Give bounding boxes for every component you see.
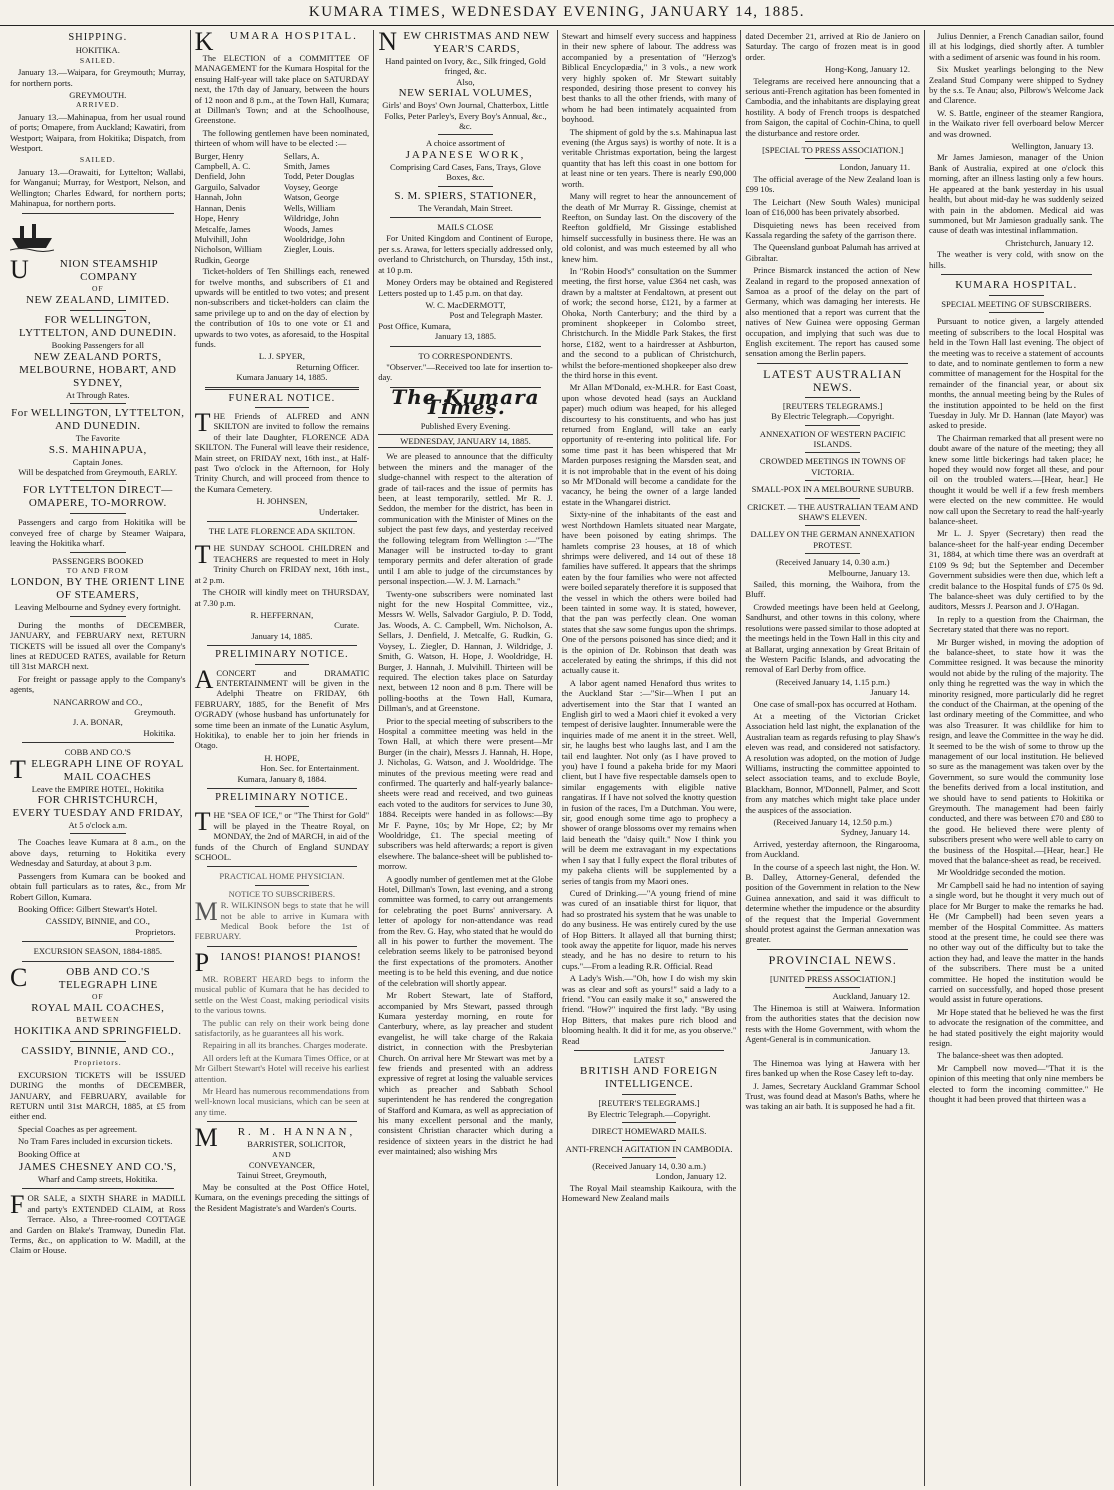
divider [70,1041,126,1042]
for-wellington: For WELLINGTON, LYTTELTON, AND DUNEDIN. [11,407,185,433]
advert-paragraph: Cured of Drinking.—"A young friend of mine was cured of an insatiable thirst for liquor, that had so prostrated his system that he was unable to do any business. He was entirely cured by the use of Hop Bitters. It allayed all that burning thirst; took away the appetite for liquor, made his nerves steady, and he has no desire to return to his cups."—From a leading R.R. Official. Read [561,887,737,971]
report-paragraph: Mr Campbell now moved—"That it is the opinion of this meeting that only nine members be elected to form the incoming committee." He thought it had been proved that thirteen was a [928,1062,1104,1104]
chesney-name: JAMES CHESNEY AND CO.'S, [19,1161,177,1173]
for-christchurch: FOR CHRISTCHURCH, [37,794,158,807]
coach-text: Passengers from Kumara can be booked and obtain full particulars as to rates, &c., from Mr Robert Gillon, Kumara. [10,870,186,902]
divider [255,539,310,540]
british-heading: BRITISH AND FOREIGN [579,1065,719,1078]
nominee-name: Burger, Henry [194,150,244,161]
nominee-column-left [195,151,280,265]
of-label: OF [91,991,104,1001]
royal-mail: ROYAL MAIL COACHES, [31,1001,165,1014]
agent-location: Greymouth. [134,707,176,718]
divider [805,498,860,499]
shipping-heading: SHIPPING. [68,32,128,43]
divider [805,141,860,142]
report-paragraph: Mr L. J. Spyer (Secretary) then read the balance-sheet for the half-year ending December 31, 1884, at which time there was an overdraft at £109 9s 9d; but the September and December Government subsidies were then due, which left a credit balance to the Hospital funds of £75 0s 9d. The balance-sheet was duly certified to by the auditors, Messrs J. Pearson and J. O'Hagan. [928,528,1104,612]
divider [805,987,860,988]
news-headline: DALLEY ON THE GERMAN ANNEXATION PROTEST. [750,529,915,550]
nominee-name: Denfield, John [194,171,246,182]
divider [22,961,174,962]
news-paragraph: The shipment of gold by the s.s. Mahinapua last evening (the Argus says) is worthy of note. It is a veritable Christmas exportation, being the largest quantity that has left this coast in one bottom for at least nine or ten years. There is nearly £90,000 worth. [561,126,737,189]
funeral-text: HE Friends of ALFRED and ANN SKILTON are invited to follow the remains of their late Daughter, FLORENCE ADA SKILTON. The Funeral will leave their residence, Main street, on FRIDAY next, 16th inst., at Half-past Two o'clock in the Afternoon, for Holy Trinity Church, and will proceed from thence to the Kumara Cemetery. [194,411,370,494]
curate-title: Curate. [334,620,360,631]
divider [207,1121,358,1122]
union-routes: FOR WELLINGTON, LYTTELTON, AND DUNEDIN. [18,314,177,340]
divider [205,387,360,390]
telegraph-line: ELEGRAPH LINE OF ROYAL MAIL COACHES [31,757,184,783]
japanese-text: Comprising Card Cases, Fans, Trays, Glove Boxes, &c. [390,161,541,183]
secretary-title: Hon. Sec. for Entertainment. [260,763,360,774]
received-line: (Received January 14, 0.30 a.m.) [775,557,890,568]
editorial-paragraph: Prior to the special meeting of subscribers to the Hospital a committee meeting was held in the Town Hall, at which there were present—Mr Burger (in the chair), Messrs J. Hannah, H. Hope, J. Nicholas, G. Watson, and J. Wooldridge. The minutes of the previous meeting were read and confirmed. The quarterly and half-yearly balance-sheets were read and received, and two guineas each voted to the auditors for services to June 30, 1884. Receipts were handed in as follows:—By Mr F. Payne, 10s; by Mr Hope, £2; by Mr Wooldridge, £1. The special meeting of subscribers was held afterwards; a report is given elsewhere. The balance-sheet will be published to-morrow. [378,715,553,872]
nominee-name: Wells, William [283,202,336,213]
dateline: January 13. [870,1046,910,1057]
shipping-text: January 13.—Mahinapua, from her usual round of ports; Omapere, from Auckland; Kawatiri, from Westport; Waipara, from Hokitika; Dispatch, from Westport. [10,111,186,154]
union-title: NION STEAMSHIP COMPANY [59,257,159,283]
nominee-name: Campbell, A. C. [194,161,251,172]
news-paragraph: A labor agent named Henaford thus writes to the Auckland Star :—"Sir—When I put an advertisement into the Star that I wanted an English girl to wed a Maori chief it evoked a very tempest of derisive laughter. Innumerable were the inquiries made of me anent it in the street. Well, sir, he laughs best who laughs last, and I am the tail end laughter. Not only (as I have proved to you) have I found a pakeha bride for my Maori client, but I have five respectable damsels open to similar engagements with eligible native rangatiras. If I have not solved the knotty question in fusion of the races, I'm a Dutchman. You were, sir, good enough some time ago to prophecy a shower of orange blossoms over my remains when laid beneath the "daisy quilt." Now I think you will be deem me extravagant in my expectations when I say that I fully expect the floral tributes of my pakeha clients will be supplemented by a series of tangis from my Maori ones. [561,677,737,886]
nominee-name: Smith, James [283,161,330,172]
editorial-paragraph: We are pleased to announce that the difficulty between the miners and the manager of the sludge-channel with respect to the alteration of grade of tail-races and the issue of permits has been, at least temporarily, settled. Mr R. J. Seddon, the member for the district, has been in communication with the Minister of Mines on the subject the past few days, and yesterday received the following telegram from Wellington :—"The Manager will be instructed to-day to grant temporary permits and defer alteration of grade until I am able to judge of the circumstances by personal inspection.—W. J. M. Larnach." [378,451,553,587]
reuters-label: [REUTERS TELEGRAMS.] [782,400,883,411]
editorial-paragraph: A goodly number of gentlemen met at the Globe Hotel, Dillman's Town, last evening, and a strong committee was formed, to carry out arrangements for celebrating the poet Burns' anniversary. A letter of apology for non-attendance was read from the Rev. G. Hay, who stated that he would do all in his power to further the movement. The celebration seems likely to be patronised beyond the first expectations of the promoters. Another meeting is to be held this evening, and due notice of the celebration will shortly appear. [378,873,553,988]
hannan-heading: R. M. HANNAN, [237,1126,356,1139]
return-tickets: During the months of DECEMBER, JANUARY, and FEBRUARY next, RETURN TICKETS will be issued all over the Company's lines at REDUCED RATES, available for Return till 31st MARCH next. [10,619,186,672]
divider [70,552,126,553]
nominee-name: Todd, Peter Douglas [283,171,355,182]
news-headline: CRICKET. — THE AUSTRALIAN TEAM AND SHAW'S ELEVEN. [747,501,919,523]
drop-cap: K [194,30,216,56]
also-label: Also, [456,76,475,87]
heard-text: MR. ROBERT HEARD begs to inform the musical public of Kumara that he has decided to settle on the West Coast, making periodical visits to the various towns. [194,973,370,1016]
divider [22,213,174,214]
masthead: KUMARA TIMES, WEDNESDAY EVENING, JANUARY 14, 1885. [0,0,1114,26]
divider [805,397,860,398]
nominee-name: Ziegler, Louis. [283,244,335,255]
divider [757,363,908,364]
union-subtitle: NEW ZEALAND, LIMITED. [26,294,170,307]
advert-paragraph: A Lady's Wish.—"Oh, how I do wish my skin was as clear and soft as yours!" said a lady to a friend. "You can easily make it so," answered the friend. "How?" inquired the first lady. "By using Hop Bitters, that makes pure rich blood and blooming health. It did it for me, as you observe." Read [561,973,737,1046]
received-line: (Received January 14, 1.15 p.m.) [775,676,890,687]
news-paragraph: In the course of a speech last night, the Hon. W. B. Dalley, Attorney-General, defended the position of the Government in relation to the New Guinea annexation, and said it was difficult to determine whether the impudence or the absurdity of the request that the Imperial Government should protest against the German annexation was greater. [745,861,920,945]
news-paragraph: Mr Allan M'Donald, ex-M.H.R. for East Coast, upon whose devoted head (says an Auckland paper) much odium was heaped, for his alleged discourtesy to his constituents, and who has just returned from England, will take an early opportunity of re-entering into political life. For some time past it has been whispered that Mr Marden purposes resigning the Marsden seat, and it is not improbable that in the event of his doing so Mr M'Donald will become a candidate for the vacancy, he being the owner of a large landed estate in the Whangarei district. [561,382,737,507]
physician-heading: PRACTICAL HOME PHYSICIAN. [219,871,345,882]
drop-cap: M [194,1123,221,1153]
departure-time: At 5 o'clock a.m. [68,820,128,831]
postmaster-name: W. C. MacDERMOTT, [425,299,506,310]
divider [438,186,493,187]
secretary-name: H. HOPE, [264,752,300,763]
drop-cap: T [194,408,211,437]
drop-cap: T [194,807,211,837]
column-1 [6,30,190,1486]
drop-cap: C [10,962,28,992]
post-date: January 13, 1885. [434,331,497,342]
excursion-text: EXCURSION TICKETS will be ISSUED DURING the months of DECEMBER, JANUARY, and FEBRUARY, available for RETURN until 31st MARCH, 1885, at £5 from either end. [10,1069,186,1122]
hannan-text: May be consulted at the Post Office Hotel, Kumara, on the evenings preceding the sittings of the Resident Magistrate's and Warden's Courts. [194,1181,370,1213]
nominee-name: Garguilo, Salvador [194,181,260,192]
news-paragraph: Many will regret to hear the announcement of the death of Mr Murray R. Gissinge, chemist at Reefton, on Sunday last. On the discovery of the Reefton goldfield, Mr Gissinge established himself successfully in business there. He was an old colonist, and was much esteemed by all who knew him. [561,191,737,264]
report-paragraph: Pursuant to notice given, a largely attended meeting of subscribers to the local Hospital was held in the Town Hall last evening. The object of the meeting was to receive a statement of accounts to date, and to nominate gentlemen to form a new committee of management for the Hospital for the remainder of the financial year, or about six months, the annual meeting being by the Rules of the institution appointed to be held on the first Tuesday in July. Mr D. Hannan (late Mayor) was asked to preside. [928,316,1104,431]
newspaper-columns [6,30,1108,1486]
cambodia-heading: ANTI-FRENCH AGITATION IN CAMBODIA. [565,1143,733,1154]
news-paragraph: The Royal Mail steamship Kaikoura, with the Homeward New Zealand mails [561,1182,737,1204]
nominee-name: Rudkin, George [194,254,250,265]
japanese-heading: JAPANESE WORK, [405,148,526,161]
column-5 [740,30,924,1486]
christmas-heading: EW CHRISTMAS AND NEW YEAR'S CARDS, [403,30,550,55]
cards-text: Hand painted on Ivory, &c., Silk fringed, Gold fringed, &c. [385,56,546,77]
telegraph-copyright: By Electric Telegraph.—Copyright. [587,1108,711,1119]
divider [255,806,310,807]
heard-text: Repairing in all its branches. Charges moderate. [202,1040,368,1051]
divider [70,616,126,617]
nominee-name: Sellars, A. [283,150,320,161]
for-sale-text: OR SALE, a SIXTH SHARE in MADILL and party's EXTENDED CLAIM, at Ross Terrace. Also, a Three-roomed COTTAGE and Garden on Blake's Tramway, Dunedin Flat. Terms, &c., on application to W. Madill, at the Claim or House. [10,1193,186,1256]
news-paragraph: Julius Dennier, a French Canadian sailor, found ill at his lodgings, died shortly after. A tumbler with a sediment of arsenic was found in his room. [928,31,1104,62]
nz-ports: NEW ZEALAND PORTS, MELBOURNE, HOBART, AND SYDNEY, [19,350,177,389]
report-paragraph: Mr Campbell said he had no intention of saying a single word, but he thought it very much out of place for Mr Burger to make the remarks he had. He (Mr Campbell) had been seven years a member of the Hospital Committee. As matters stood at the present time, he could see there was no other way out of the difficulty but to take the action they had, and leave the matter in the hands of the subscribers. There must be a united committee. He hoped the institution would be carried on successfully, and hoped those present would assist in future operations. [928,879,1104,1005]
correspondents-text: "Observer."—Received too late for insertion to-day. [378,361,553,383]
captain: Captain Jones. [72,456,123,467]
hospital-report-heading: KUMARA HOSPITAL. [955,278,1078,291]
lyttelton-direct: FOR LYTTELTON DIRECT—OMAPERE, TO-MORROW. [22,484,173,510]
report-paragraph: Mr Hope stated that he believed he was the first to advocate the resignation of the committee, and he had stated positively the eight majority would resign. [928,1006,1104,1048]
dateline: Melbourne, January 13. [828,567,910,578]
postmaster-title: Post and Telegraph Master. [449,310,543,321]
mails-text: For United Kingdom and Continent of Europe, per s.s. Arawa, for letters specially addressed only, overland to Christchurch, on Thursday, 15th inst., at 10 p.m. [378,233,553,275]
special-meeting-heading: SPECIAL MEETING OF SUBSCRIBERS. [941,298,1092,309]
passengers-booked: PASSENGERS BOOKED [52,555,144,566]
drop-cap: P [194,947,210,977]
curate-name: R. HEFFERNAN, [250,609,314,620]
divider [255,885,310,886]
divider [622,1140,677,1141]
agent-name: NANCARROW and CO., [53,696,143,707]
report-paragraph: The Chairman remarked that all present were no doubt aware of the nature of the meeting; they all knew some little bickerings had taken place; he hoped they would now forget all these, and pour oil on the troubled waters.—[Hear, hear.] He thought it would be well if a few fresh members were elected on the new committee. He would now call upon the Secretary to read the half-yearly balance-sheet. [928,432,1104,527]
intelligence-heading: INTELLIGENCE. [605,1078,694,1091]
press-association-label: [UNITED PRESS ASSOCIATION.] [770,973,896,984]
choir-text: The CHOIR will kindly meet on THURSDAY, at 7.30 p.m. [194,587,370,608]
cobb-heading: COBB AND CO.'S [64,747,131,758]
dateline: Auckland, January 12. [832,991,910,1002]
serial-text: Girls' and Boys' Own Journal, Chatterbox, Little Folks, Peter Parley's, Every Boy's Annual, &c., &c. [382,100,549,132]
coach-text: The Coaches leave Kumara at 8 a.m., on the above days, returning to Hokitika every Wednesday and Saturday, at about 3 p.m. [10,837,186,869]
cassidy-name: CASSIDY, BINNIE, and CO., [45,916,150,927]
received-line: (Received January 14, 12.50 p.m.) [773,817,892,827]
news-paragraph: The Hinemoa is still at Waiwera. Information from the authorities states that the decision now rests with the Home Government, with whom the Agent-General is in communication. [745,1002,920,1044]
divider [805,425,860,426]
steamship-icon [10,222,54,252]
report-paragraph: In reply to a question from the Chairman, the Secretary stated that there was no report. [928,613,1104,635]
correspondents-heading: TO CORRESPONDENTS. [418,350,513,361]
late-florence-heading: THE LATE FLORENCE ADA SKILTON. [208,526,356,537]
divider [438,134,493,135]
news-paragraph: Disquieting news has been received from Kassala regarding the safety of the garrison there. [745,219,920,240]
coach-text: Booking Office: Gilbert Stewart's Hotel. [18,903,158,914]
nominee-name: Wooldridge, John [283,233,345,244]
through-rates: At Through Rates. [66,389,130,400]
divider [255,407,310,408]
dateline: Christchurch, January 12. [1005,237,1094,248]
spiers-name: S. M. SPIERS, STATIONER, [394,189,537,202]
divider [390,217,541,218]
ship-name: S.S. MAHINAPUA, [48,443,147,456]
dateline: London, January 12. [655,1171,727,1182]
divider [207,788,358,789]
divider [207,645,358,646]
news-paragraph: One case of small-pox has occurred at Hotham. [753,698,917,709]
nominee-name: Voysey, George [283,181,338,192]
divider [574,1050,725,1051]
divider [989,312,1044,313]
hokitika-springfield: HOKITIKA AND SPRINGFIELD. [14,1025,182,1038]
drop-cap: U [10,254,30,284]
divider [805,553,860,554]
undertaker-title: Undertaker. [318,506,360,517]
choice-text: A choice assortment of [425,138,505,149]
cobb-line: OBB AND CO.'S TELEGRAPH LINE [58,965,158,991]
notice-date: Kumara, January 8, 1884. [237,773,327,784]
nominee-name: Mulvihill, John [194,233,248,244]
notice-date: Kumara January 14, 1885. [236,372,328,383]
divider [22,941,174,942]
news-paragraph: W. S. Battle, engineer of the steamer Rangiora, in the Waikato river fell overboard below Mercer and was drowned. [928,107,1104,139]
sea-of-ice-text: HE "SEA OF ICE," or "The Thirst for Gold" will be played in the Theatre Royal, on MONDAY, the 2nd of MARCH, in aid of the funds of the Church of England SUNDAY SCHOOL. [194,810,370,863]
every-tue-fri: EVERY TUESDAY AND FRIDAY, [12,807,184,820]
divider [805,452,860,453]
heard-text: The public can rely on their work being done satisfactorily, as he guarantees all his work. [194,1017,370,1038]
favorite: The Favorite [75,433,120,444]
nominee-name: Woods, James [283,223,333,234]
proprietors: Proprietors. [73,1058,122,1068]
ticket-holders-text: Ticket-holders of Ten Shillings each, renewed for twelve months, and subscribers of £1 and upwards will be entitled to two votes; and present non-subscribers and ticket-holders can claim the same privilege up to and on the day of election by the contribution of 10s to one vote or £1 and upwards to two votes, as aforesaid, to the Hospital funds. [194,266,370,349]
pianos-heading: IANOS! PIANOS! PIANOS! [220,950,362,963]
mails-text: Money Orders may be obtained and Registered Letters posted up to 1.45 p.m. on that day. [378,277,553,298]
divider [70,833,126,834]
news-paragraph: dated December 21, arrived at Rio de Janiero on Saturday. The cargo of frozen meat is in good order. [745,31,920,62]
passenger-notice: Passengers and cargo from Hokitika will be conveyed free of charge by Steamer Waipara, leaving the Hokitika wharf. [10,517,186,549]
divider [255,664,310,665]
arrived-label: ARRIVED. [75,100,120,110]
news-paragraph: The weather is very cold, with snow on the hills. [928,249,1104,270]
post-office: Post Office, Kumara, [378,320,452,331]
leave-empire: Leave the EMPIRE HOTEL, Hokitika [31,783,164,794]
drop-cap: M [194,897,218,927]
sunday-school-text: HE SUNDAY SCHOOL CHILDREN and TEACHERS are requested to meet in Holy Trinity Church on FRIDAY next, 16th inst., at 2 p.m. [194,543,370,585]
divider [622,1094,677,1095]
press-association-label: [SPECIAL TO PRESS ASSOCIATION.] [762,145,904,156]
divider [70,310,126,311]
nominee-name: Metcalfe, James [194,223,251,234]
and-label: AND [272,1149,292,1159]
divider [70,480,126,481]
news-paragraph: The Leichart (New South Wales) municipal loan of £16,000 has been privately absorbed. [745,196,920,218]
agent-name: J. A. BONAR, [72,717,123,728]
booking-text: Booking Passengers for all [51,340,144,351]
received-line: (Received January 14, 0.30 a.m.) [592,1161,706,1172]
heard-text: Mr Heard has numerous recommendations from well-known local musicians, which can be seen at any time. [194,1085,370,1117]
divider [805,158,860,159]
officer-title: Returning Officer. [296,361,360,372]
proprietors: Proprietors. [135,926,176,937]
nominee-name: Hannah, John [194,192,242,203]
union-of: OF [91,283,104,293]
london-orient: LONDON, BY THE ORIENT LINE OF STEAMERS, [10,576,185,602]
news-paragraph: Sailed, this morning, the Waihora, from the Bluff. [745,579,920,600]
wilkinson-text: R. WILKINSON begs to state that he will not be able to arrive in Kumara with Medical Book before the 1st of FEBRUARY. [194,900,370,942]
notice-date: January 14, 1885. [251,630,313,641]
concert-text: CONCERT and DRAMATIC ENTERTAINMENT will be given in the Adelphi Theatre on FRIDAY, 6th FEBRUARY, 1885, for the Benefit of Mrs O'GRADY (whose husband has unfortunately for some time been an inmate of the Lunatic Asylum, Hokitika), to enable her to join her friends in Otago. [194,667,370,751]
editorial-date: WEDNESDAY, JANUARY 14, 1885. [378,434,553,448]
nominee-name: Hope, Henry [194,213,239,224]
divider [989,295,1044,296]
excursion-text: Special Coaches as per agreement. [18,1123,138,1134]
news-paragraph: Mr James Jamieson, manager of the Union Bank of Australia, expired at one o'clock this morning, after an illness lasting only a few hours. He appeared at the bank yesterday in his usual health, but about mid-day he was suddenly seized with pain in the abdomen. Medical aid was summoned, but Mr Jamieson gradually sank. The cause of death was intestinal inflammation. [928,152,1104,236]
excursion-text: Booking Office at [18,1148,80,1159]
dateline: Sydney, January 14. [840,827,910,838]
news-paragraph: Telegrams are received here announcing that a serious anti-French agitation has been fomented in Cambodia, and the inhabitants are displaying great hostility. A body of French troops is despatched from Saigon, the capital of Cochin-China, to quell the disturbance and restore order. [745,75,920,138]
news-paragraph: The Hinemoa was lying at Hawera with her fires banked up when the Rose Casey left to-day. [745,1057,920,1079]
provincial-heading: PROVINCIAL NEWS. [768,952,897,967]
news-paragraph: J. James, Secretary Auckland Grammar School Trust, was found dead at Mason's Baths, where he was taking an air bath. It is supposed he had a fit. [745,1080,920,1112]
divider [207,946,358,947]
mails-heading: MAILS CLOSE [437,222,494,233]
report-paragraph: Mr Wooldridge seconded the motion. [936,867,1066,878]
subscribers-heading: NOTICE TO SUBSCRIBERS. [228,888,336,899]
undertaker-name: H. JOHNSEN, [256,496,308,507]
news-paragraph: In "Robin Hood's" consultation on the Summer meeting, the first horse, value £364 net cash, was drawn by a maltster at Fendaltown, at present out of work; the second horse, £121, by a farmer at Ohoka, North Canterbury; and the third by a prominent shopkeeper in Colombo street, Christchurch. In the Middle Park Stakes, the first horse, £182, went to a hairdresser at Ashburton, and the second to a publican of Christchurch, whilst the before-mentioned shopkeeper also drew the third horse in this event. [561,265,737,380]
divider [622,1157,677,1158]
sailed-label: SAILED. [79,55,116,65]
conveyancer-title: CONVEYANCER, [248,1159,315,1170]
serial-heading: NEW SERIAL VOLUMES, [398,87,533,100]
fortnight-text: Leaving Melbourne and Sydney every fortnight. [14,602,181,613]
news-paragraph: Crowded meetings have been held at Geelong, Sandhurst, and other towns in this colony, where resolutions were passed similar to those adopted at the meetings held in the Town Hall in this city and at Ballarat, urging annexation by Great Britain of the Western Pacific Islands, and advocating the removal of Earl Derby from office. [745,601,920,675]
preliminary-heading: PRELIMINARY NOTICE. [215,649,349,661]
divider [70,403,126,404]
news-headline: ANNEXATION OF WESTERN PACIFIC ISLANDS. [759,428,906,449]
australian-heading: LATEST AUSTRALIAN [763,366,903,381]
column-3 [373,30,557,1486]
greymouth-heading: GREYMOUTH. [69,90,127,101]
nominee-column-right [284,151,369,265]
news-paragraph: Stewart and himself every success and happiness in their new sphere of labour. The address was accompanied by a presentation of "Herzog's Biblical Encyclopædia," in 3 vols., a new work very highly spoken of. Mr Stewart suitably responded, desiring those present to convey his best thanks to all the other friends, with many of whom he had been intimately acquainted from boyhood. [561,31,737,125]
despatch-text: Will be despatched from Greymouth, EARLY. [18,466,178,477]
news-paragraph: At a meeting of the Victorian Cricket Association held last night, the explanation of the Australian team as regards refusing to play Shaw's eleven was read, and considered not satisfactory. A resolution was adopted, on the motion of Judge Williams, instructing the committee appointed to select association teams, and to exclude Boyle, Blackham, Bonnor, M'Donnell, Palmer, and Scott from any matches which might take place under the auspices of the association. [745,710,920,815]
divider [941,274,1092,275]
drop-cap: N [378,30,398,56]
sailed-label: SAILED. [79,155,116,165]
news-paragraph: The Queensland gunboat Palumah has arrived at Gibraltar. [745,242,920,263]
dateline: London, January 11. [839,162,910,173]
agent-location: Hokitika. [143,727,176,738]
funeral-heading: FUNERAL NOTICE. [228,392,336,404]
dateline: Hong-Kong, January 12. [825,64,910,75]
paper-title: The Kumara Times. [391,384,540,420]
latest-label: LATEST [633,1055,665,1065]
drop-cap: T [194,540,211,570]
divider [805,480,860,481]
between-label: BETWEEN [76,1014,120,1024]
report-paragraph: The balance-sheet was then adopted. [936,1050,1064,1061]
news-paragraph: Sixty-nine of the inhabitants of the east and west Northdown Hamlets situated near Margate, have been poisoned by eating shrimps. The hamlets comprise 23 houses, at 18 of which shrimps were delivered, and 14 out of these 18 families have suffered. It appears that the shrimps eaten by the four families who were not affected were boiled separately therefore it is supposed that the vessel in which the others were boiled had been tainted in some way. It is stated, however, that the pan was perfectly clean. One woman states that she saw some fungus upon the shrimps. One of the persons poisoned has since died; and it is the opinion of Dr. Robinson that death was accelerated by eating the shrimps, if this did not actually cause it. [561,509,737,676]
drop-cap: F [10,1190,25,1220]
divider [805,525,860,526]
hokitika-heading: HOKITIKA. [75,45,120,56]
shipping-text: January 13.—Orawaiti, for Lyttelton; Wallabi, for Wanganui; Murray, for Westport, Nelson, and Wellington; Charles Edward, for northern ports; Mahinapua, for northern ports. [10,166,186,209]
divider [207,866,358,867]
barrister-title: BARRISTER, SOLICITOR, [247,1139,346,1150]
drop-cap: A [194,664,214,694]
divider [805,970,860,971]
nominees-intro: The following gentlemen have been nominated, thirteen of whom will have to be elected :— [194,127,370,149]
telegraph-copyright: By Electric Telegraph.—Copyright. [771,411,895,422]
officer-name: L. J. SPYER, [258,351,305,362]
divider [622,1122,677,1123]
divider [22,1188,174,1189]
divider [390,346,541,347]
spiers-address: The Verandah, Main Street. [418,202,513,213]
cassidy-name: CASSIDY, BINNIE, AND CO., [21,1045,175,1058]
hannan-address: Tainui Street, Greymouth, [237,1170,327,1181]
column-2 [190,30,374,1486]
nominee-list [195,151,370,265]
editorial-paragraph: Mr Robert Stewart, late of Stafford, accompanied by Mrs Stewart, passed through Kumara yesterday morning, en route for Canterbury, where, as lay preacher and student evangelist, he will take charge of the Rakaia district, in connection with the Presbyterian Church. On arrival here Mr Stewart was met by a few friends and presented with an address expressive of regret at losing the valuable services which as preacher and Sabbath School superintendent he has rendered the congregation of Stafford and Kumara, as well as appreciation of his many excellent personal and the manly, consistent Christian character which during a residence of sixteen years in the district he had ever maintained; also wishing Mrs [378,990,553,1157]
nominee-name: Wildridge, John [283,213,339,224]
news-paragraph: Six Musket yearlings belonging to the New Zealand Stud Company were shipped to Sydney by the s.s. Te Anau; also, Pilbrow's Welcome Jack and Clarence. [928,64,1104,106]
excursion-season: EXCURSION SEASON, 1884-1885. [33,946,163,957]
reuters-label: [REUTER'S TELEGRAMS.] [598,1098,700,1109]
dateline: January 14. [870,687,910,698]
news-paragraph: Arrived, yesterday afternoon, the Ringarooma, from Auckland. [745,838,920,860]
published-line: Published Every Evening. [420,420,511,431]
chesney-address: Wharf and Camp streets, Hokitika. [37,1174,158,1184]
excursion-text: No Tram Fares included in excursion tickets. [18,1136,173,1147]
to-and-from: TO AND FROM [66,565,129,575]
column-4 [557,30,741,1486]
nominee-name: Hannan, Denis [194,202,246,213]
nominee-name: Nicholson, William [194,244,262,255]
report-paragraph: Mr Burger wished, in moving the adoption of the balance-sheet, to state how it was the Committee resigned. It was because the minority would not abide by the ruling of the majority. The only thing he regretted was the way in which the minority resigned, more particularly did he regret the conduct of the Chairman, at the opening of the last ordinary meeting of the Committee, and who was also Treasurer. It was childlike for him to resign, and leave the Committee in the way he did. It seemed to be the wish of some to throw up the management of our local institution. He believed so sure as the management was taken over by the Government, so sure would the community lose the benefits derived from a local institution, and we should have to send patients to Hokitika or Greymouth. The management had been fairly conducted, and there was between £70 and £80 to the good. He believed there were plenty of subscribers present who were well able to carry on the business of the Hospital.—[Hear, hear.] He moved that the balance-sheet as read, be received. [928,636,1104,866]
preliminary-heading: PRELIMINARY NOTICE. [215,792,349,803]
dateline: Wellington, January 13. [1011,141,1094,152]
shipping-text: January 13.—Waipara, for Greymouth; Murray, for northern ports. [10,67,186,88]
news-headline: CROWDED MEETINGS IN TOWNS OF VICTORIA. [759,456,906,477]
heard-text: All orders left at the Kumara Times Office, or at Mr Gilbert Stewart's Hotel will receive his earliest attention. [194,1052,370,1084]
news-heading: NEWS. [812,379,853,394]
nominee-name: Watson, George [283,192,339,203]
divider [22,742,174,743]
news-headline: SMALL-POX IN A MELBOURNE SUBURB. [751,484,914,495]
drop-cap: T [10,754,27,784]
column-6 [924,30,1108,1486]
election-text: The ELECTION of a COMMITTEE OF MANAGEMENT for the Kumara Hospital for the ensuing Half-year will take place on SATURDAY next, the 17th day of January, between the hours of 12 noon and 8 p.m., at the Town Hall, Kumara; at Dillman's Town; and at the Schoolhouse, Greenstone. [194,53,370,126]
divider [207,521,358,522]
freight-text: For freight or passage apply to the Company's agents, [10,673,186,695]
news-paragraph: The official average of the New Zealand loan is £99 10s. [745,173,920,195]
news-paragraph: Prince Bismarck instanced the action of New Zealand in regard to the proposed annexation of Samoa as a proof of the delay on the part of Germany, which was damaging her interests. He also mentioned that a report was current that the natives of New Guinea were opposing German occupation, and implying that such was due to English excitement. The report has caused some sensation among the Berlin papers. [745,265,920,359]
editorial-paragraph: Twenty-one subscribers were nominated last night for the new Hospital Committee, viz., Messrs W. Wells, Salvador Gargiulo, P. D. Todd, Jas. Woods, A. C. Campbell, Wm. Nicholson, A. Sellars, J. Denfield, J. Metcalfe, G. Rudkin, G. Voysey, L. Ziegler, D. Hannan, J. Wildridge, J. Smith, G. Watson, H. Hope, J. Wooldridge, H. Burger, J. Hannah, J. Mulvihill. Thirteen will be required. The election takes place on Saturday next, between 12 noon and 8 p.m. There will be polling-booths at the Town Hall, Kumara, Dillman's, and at Greenstone. [378,588,553,714]
hospital-heading: UMARA HOSPITAL. [229,30,358,42]
divider [70,513,126,514]
homeward-heading: DIRECT HOMEWARD MAILS. [591,1126,707,1137]
divider [757,949,908,950]
